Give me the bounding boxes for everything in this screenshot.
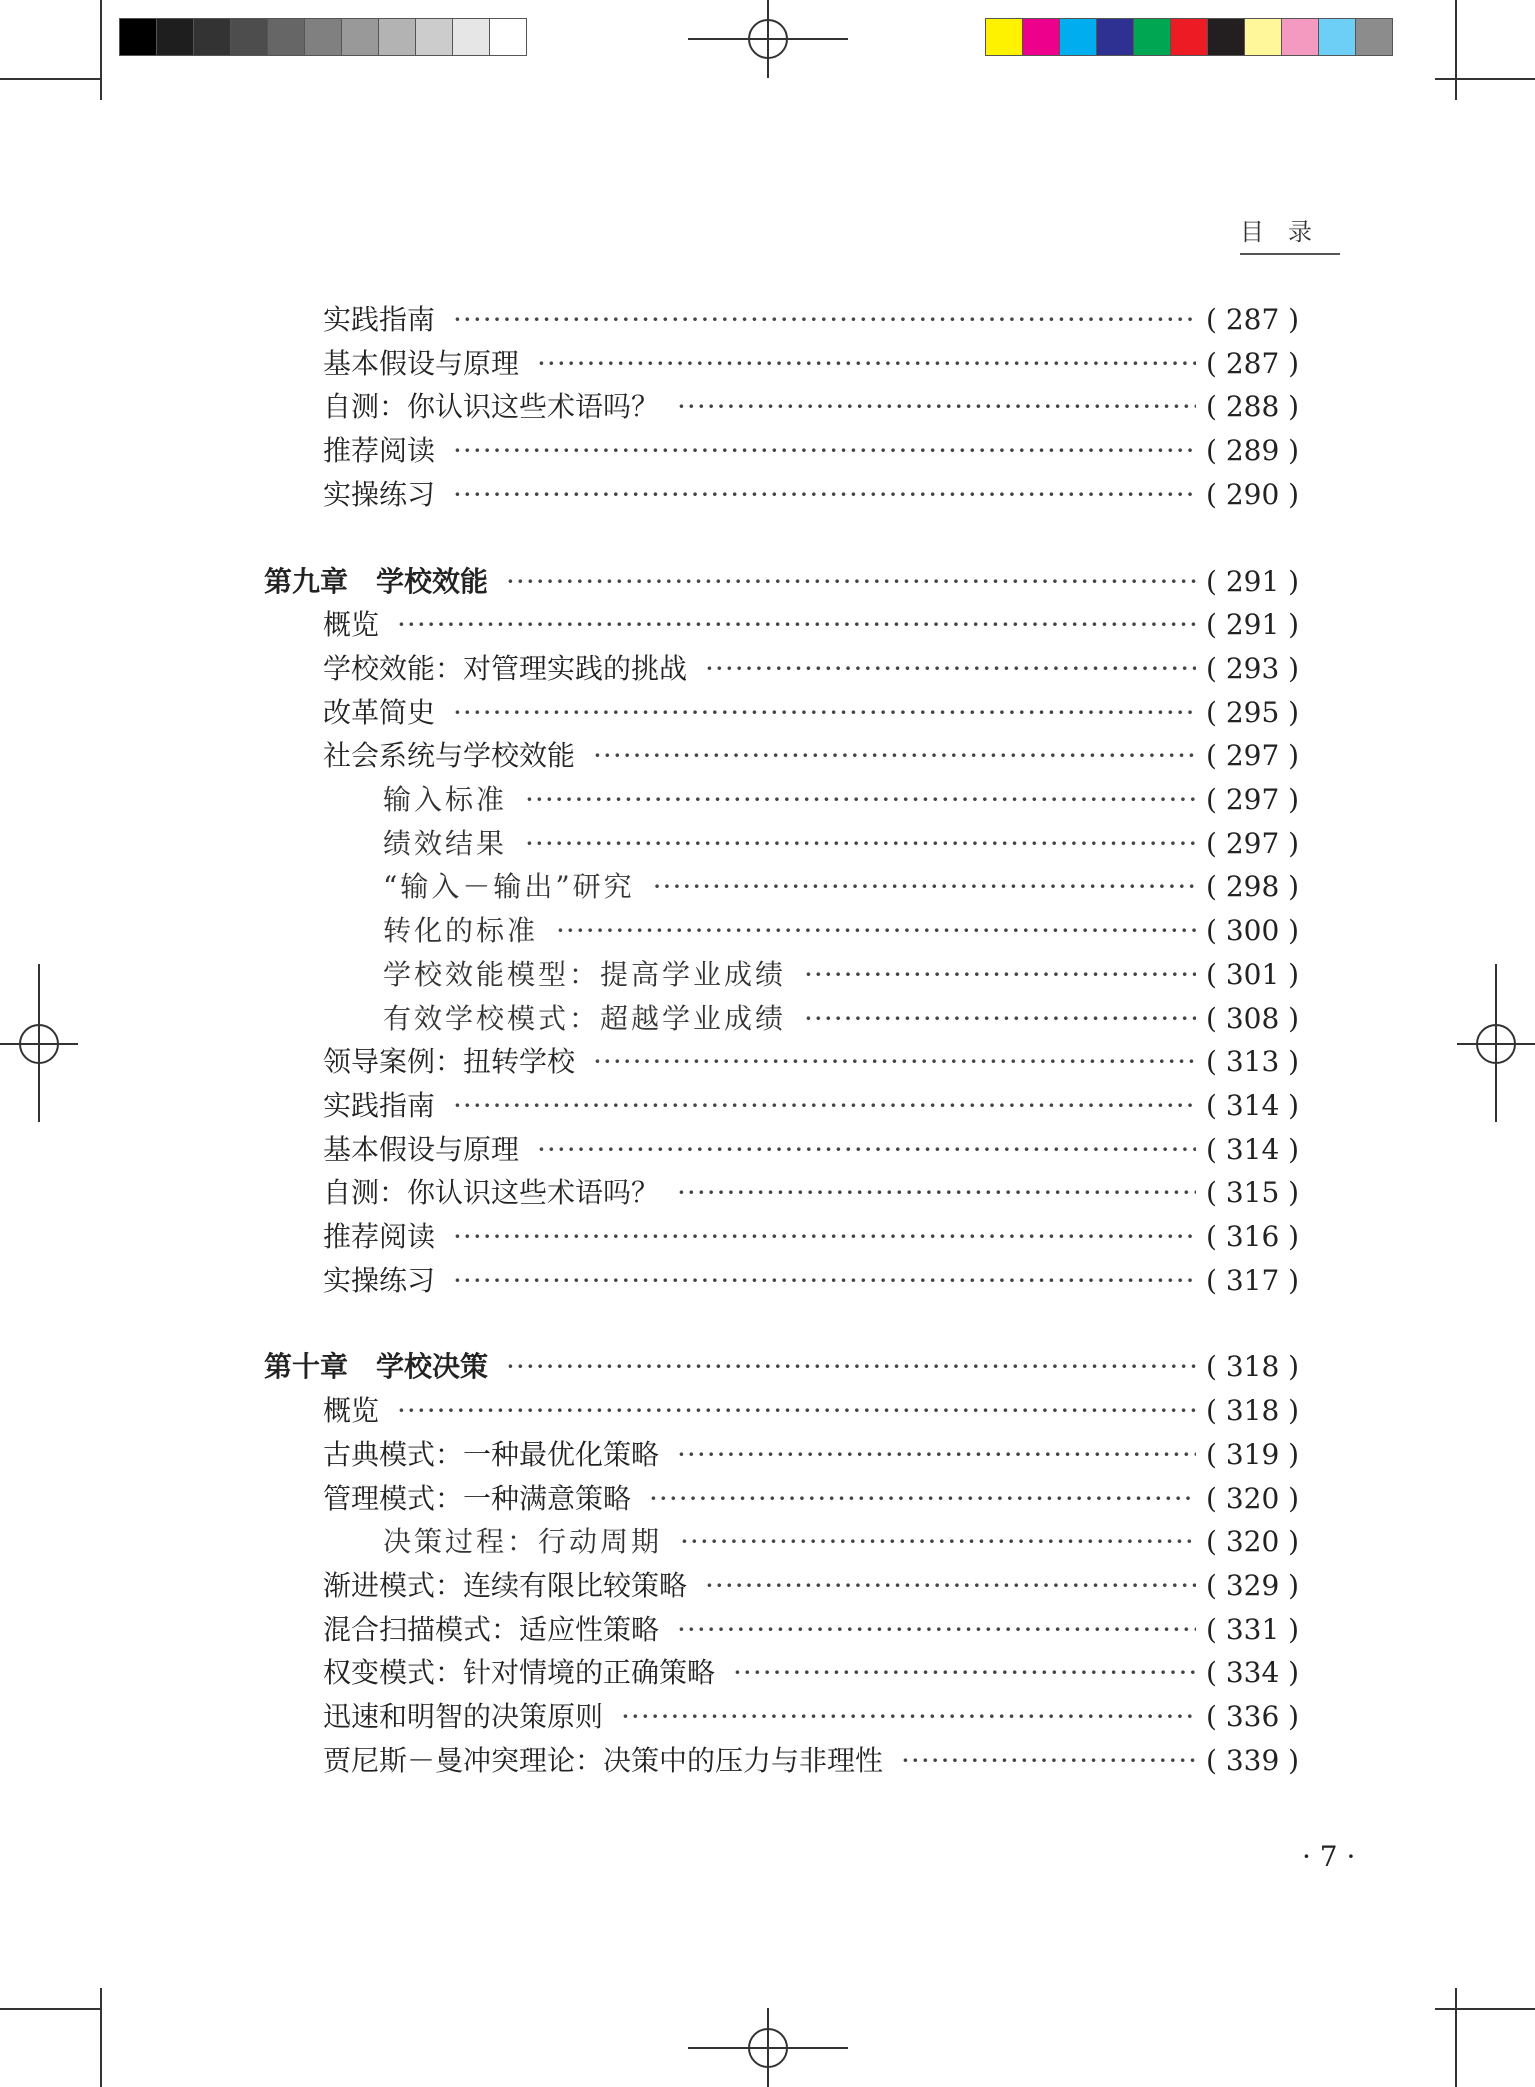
- toc-entry-page: ( 317 ): [1206, 1263, 1300, 1297]
- toc-entry-page: ( 313 ): [1206, 1045, 1300, 1079]
- toc-entry-title: 古典模式：一种最优化策略: [323, 1437, 660, 1471]
- toc-entry: [383, 997, 1300, 1041]
- toc-entry-page: ( 297 ): [1206, 826, 1300, 860]
- dot-leader: [593, 1045, 1196, 1078]
- toc-entry: [323, 1739, 1300, 1783]
- toc-entry-page: ( 318 ): [1206, 1350, 1300, 1384]
- toc-entry-title: 推荐阅读: [323, 1220, 436, 1253]
- color-swatch: [156, 18, 194, 56]
- toc-entry-page: ( 339 ): [1206, 1743, 1300, 1777]
- toc-entry-page: ( 297 ): [1206, 739, 1300, 773]
- dot-leader: [397, 608, 1196, 641]
- dot-leader: [677, 1613, 1196, 1646]
- toc-entry-page: ( 316 ): [1206, 1220, 1300, 1253]
- dot-leader: [705, 652, 1196, 685]
- toc-entry-title: 有效学校模式：超越学业成绩: [383, 1001, 787, 1035]
- dot-leader: [621, 1700, 1196, 1733]
- toc-entry-title: 改革简史: [323, 695, 436, 729]
- dot-leader: [733, 1656, 1196, 1689]
- toc-entry-page: ( 287 ): [1206, 303, 1300, 336]
- toc-entry-title: 绩效结果: [383, 826, 508, 860]
- color-swatch: [1133, 18, 1171, 56]
- toc-entry-page: ( 319 ): [1206, 1437, 1300, 1471]
- color-swatch: [1022, 18, 1060, 56]
- toc-entry-page: ( 315 ): [1206, 1176, 1300, 1210]
- grayscale-color-bar: [120, 18, 527, 58]
- toc-entry-title: 决策过程：行动周期: [383, 1525, 663, 1559]
- toc-entry: [323, 1651, 1300, 1695]
- dot-leader: [537, 347, 1196, 380]
- dot-leader: [804, 1002, 1196, 1035]
- toc-entry: [383, 865, 1300, 909]
- dot-leader: [653, 870, 1196, 903]
- toc-entry: [323, 603, 1300, 647]
- toc-entry-title: 渐进模式：连续有限比较策略: [323, 1568, 688, 1602]
- toc-entry: [323, 1695, 1300, 1739]
- toc-entry: [323, 1084, 1300, 1128]
- dot-leader: [680, 1525, 1196, 1558]
- dot-leader: [506, 1350, 1196, 1383]
- toc-entry-title: “输入－输出”研究: [383, 870, 635, 904]
- color-swatch: [341, 18, 379, 56]
- toc-entry-page: ( 289 ): [1206, 434, 1300, 468]
- toc-entry-title: 自测：你认识这些术语吗？: [323, 1176, 660, 1210]
- toc-entry-page: ( 336 ): [1206, 1700, 1300, 1733]
- toc-entry-title: 概览: [323, 608, 380, 642]
- toc-entry-title: 权变模式：针对情境的正确策略: [323, 1656, 716, 1690]
- color-swatch: [1170, 18, 1208, 56]
- color-swatch: [415, 18, 453, 56]
- toc-chapter-entry: [264, 1345, 1300, 1389]
- toc-entry-page: ( 297 ): [1206, 783, 1300, 816]
- dot-leader: [453, 1264, 1196, 1297]
- toc-entry-title: 混合扫描模式：适应性策略: [323, 1612, 660, 1646]
- toc-entry: [323, 1171, 1300, 1215]
- toc-entry: [383, 822, 1300, 866]
- toc-entry: [323, 1608, 1300, 1652]
- toc-entry: [323, 1259, 1300, 1303]
- color-swatch: [1281, 18, 1319, 56]
- toc-entry-page: ( 295 ): [1206, 695, 1300, 729]
- color-swatch: [378, 18, 416, 56]
- toc-entry-title: 实践指南: [323, 1088, 436, 1122]
- toc-entry-page: ( 331 ): [1206, 1612, 1300, 1646]
- toc-entry: [323, 298, 1300, 342]
- page-number: · 7 ·: [1302, 1840, 1356, 1873]
- dot-leader: [525, 783, 1196, 816]
- dot-leader: [537, 1133, 1196, 1166]
- color-swatch: [193, 18, 231, 56]
- toc-entry-title: 实践指南: [323, 303, 436, 336]
- toc-entry: [323, 385, 1300, 429]
- toc-entry: [323, 1389, 1300, 1433]
- toc-entry: [323, 1433, 1300, 1477]
- toc-entry: [383, 909, 1300, 953]
- dot-leader: [901, 1744, 1196, 1777]
- dot-leader: [556, 914, 1196, 947]
- color-swatch: [489, 18, 527, 56]
- color-swatch: [452, 18, 490, 56]
- color-swatch: [230, 18, 268, 56]
- dot-leader: [705, 1569, 1196, 1602]
- toc-entry-title: 概览: [323, 1394, 380, 1428]
- toc-entry-page: ( 288 ): [1206, 390, 1300, 424]
- toc-entry-page: ( 290 ): [1206, 477, 1300, 511]
- color-swatch: [1244, 18, 1282, 56]
- dot-leader: [649, 1482, 1196, 1515]
- dot-leader: [506, 565, 1196, 598]
- toc-entry-page: ( 298 ): [1206, 870, 1300, 904]
- toc-entry-page: ( 301 ): [1206, 957, 1300, 991]
- color-swatch: [1318, 18, 1356, 56]
- dot-leader: [677, 1176, 1196, 1209]
- toc-entry-page: ( 329 ): [1206, 1568, 1300, 1602]
- running-header: 目录: [1240, 212, 1340, 255]
- dot-leader: [453, 1089, 1196, 1122]
- toc-entry-page: ( 314 ): [1206, 1088, 1300, 1122]
- toc-chapter-entry: [264, 560, 1300, 604]
- dot-leader: [677, 1438, 1196, 1471]
- toc-entry: [323, 691, 1300, 735]
- toc-entry-title: 输入标准: [383, 783, 508, 816]
- color-swatch: [1207, 18, 1245, 56]
- toc-entry-page: ( 320 ): [1206, 1481, 1300, 1515]
- toc-entry-title: 实操练习: [323, 477, 436, 511]
- toc-entry: [323, 647, 1300, 691]
- dot-leader: [397, 1394, 1196, 1427]
- color-swatch: [119, 18, 157, 56]
- toc-entry-page: ( 308 ): [1206, 1001, 1300, 1035]
- toc-entry-title: 迅速和明智的决策原则: [323, 1700, 604, 1733]
- color-swatch: [267, 18, 305, 56]
- dot-leader: [593, 739, 1196, 772]
- toc-entry-page: ( 287 ): [1206, 346, 1300, 380]
- toc-entry-title: 贾尼斯－曼冲突理论：决策中的压力与非理性: [323, 1743, 884, 1777]
- toc-entry-page: ( 320 ): [1206, 1525, 1300, 1559]
- toc-entry-page: ( 300 ): [1206, 914, 1300, 948]
- toc-entry: [323, 342, 1300, 386]
- dot-leader: [453, 478, 1196, 511]
- dot-leader: [804, 958, 1196, 991]
- toc-entry: [323, 1564, 1300, 1608]
- toc-entry-page: ( 293 ): [1206, 651, 1300, 685]
- dot-leader: [453, 434, 1196, 467]
- toc-entry-page: ( 291 ): [1206, 608, 1300, 642]
- toc-entry: [323, 1040, 1300, 1084]
- dot-leader: [677, 390, 1196, 423]
- toc-entry-title: 社会系统与学校效能: [323, 739, 576, 773]
- toc-entry-title: 基本假设与原理: [323, 346, 520, 380]
- dot-leader: [453, 303, 1196, 336]
- toc-entry: [383, 953, 1300, 997]
- dot-leader: [453, 1220, 1196, 1253]
- dot-leader: [525, 827, 1196, 860]
- toc-entry: [323, 734, 1300, 778]
- toc-entry: [323, 1215, 1300, 1259]
- color-swatch: [985, 18, 1023, 56]
- toc-entry-title: 学校效能：对管理实践的挑战: [323, 651, 688, 685]
- toc-entry-title: 推荐阅读: [323, 434, 436, 468]
- toc-entry-title: 第九章 学校效能: [264, 564, 489, 598]
- toc-entry: [383, 778, 1300, 822]
- toc-entry: [323, 473, 1300, 517]
- toc-entry: [323, 1477, 1300, 1521]
- toc-entry-title: 管理模式：一种满意策略: [323, 1481, 632, 1515]
- toc-entry-title: 学校效能模型：提高学业成绩: [383, 957, 787, 991]
- toc-entry-title: 自测：你认识这些术语吗？: [323, 390, 660, 424]
- toc-entry-title: 基本假设与原理: [323, 1132, 520, 1166]
- toc-entry-page: ( 318 ): [1206, 1394, 1300, 1428]
- toc-entry-title: 转化的标准: [383, 914, 539, 948]
- dot-leader: [453, 696, 1196, 729]
- toc-entry-page: ( 314 ): [1206, 1132, 1300, 1166]
- toc-entry-title: 领导案例：扭转学校: [323, 1045, 576, 1079]
- toc-entry: [323, 1128, 1300, 1172]
- toc-entry: [323, 429, 1300, 473]
- process-color-bar: [986, 18, 1393, 58]
- color-swatch: [304, 18, 342, 56]
- color-swatch: [1355, 18, 1393, 56]
- toc-entry: [383, 1520, 1300, 1564]
- color-swatch: [1096, 18, 1134, 56]
- toc-entry-page: ( 291 ): [1206, 564, 1300, 598]
- toc-entry-page: ( 334 ): [1206, 1656, 1300, 1690]
- toc-entry-title: 第十章 学校决策: [264, 1350, 489, 1384]
- color-swatch: [1059, 18, 1097, 56]
- toc-entry-title: 实操练习: [323, 1263, 436, 1297]
